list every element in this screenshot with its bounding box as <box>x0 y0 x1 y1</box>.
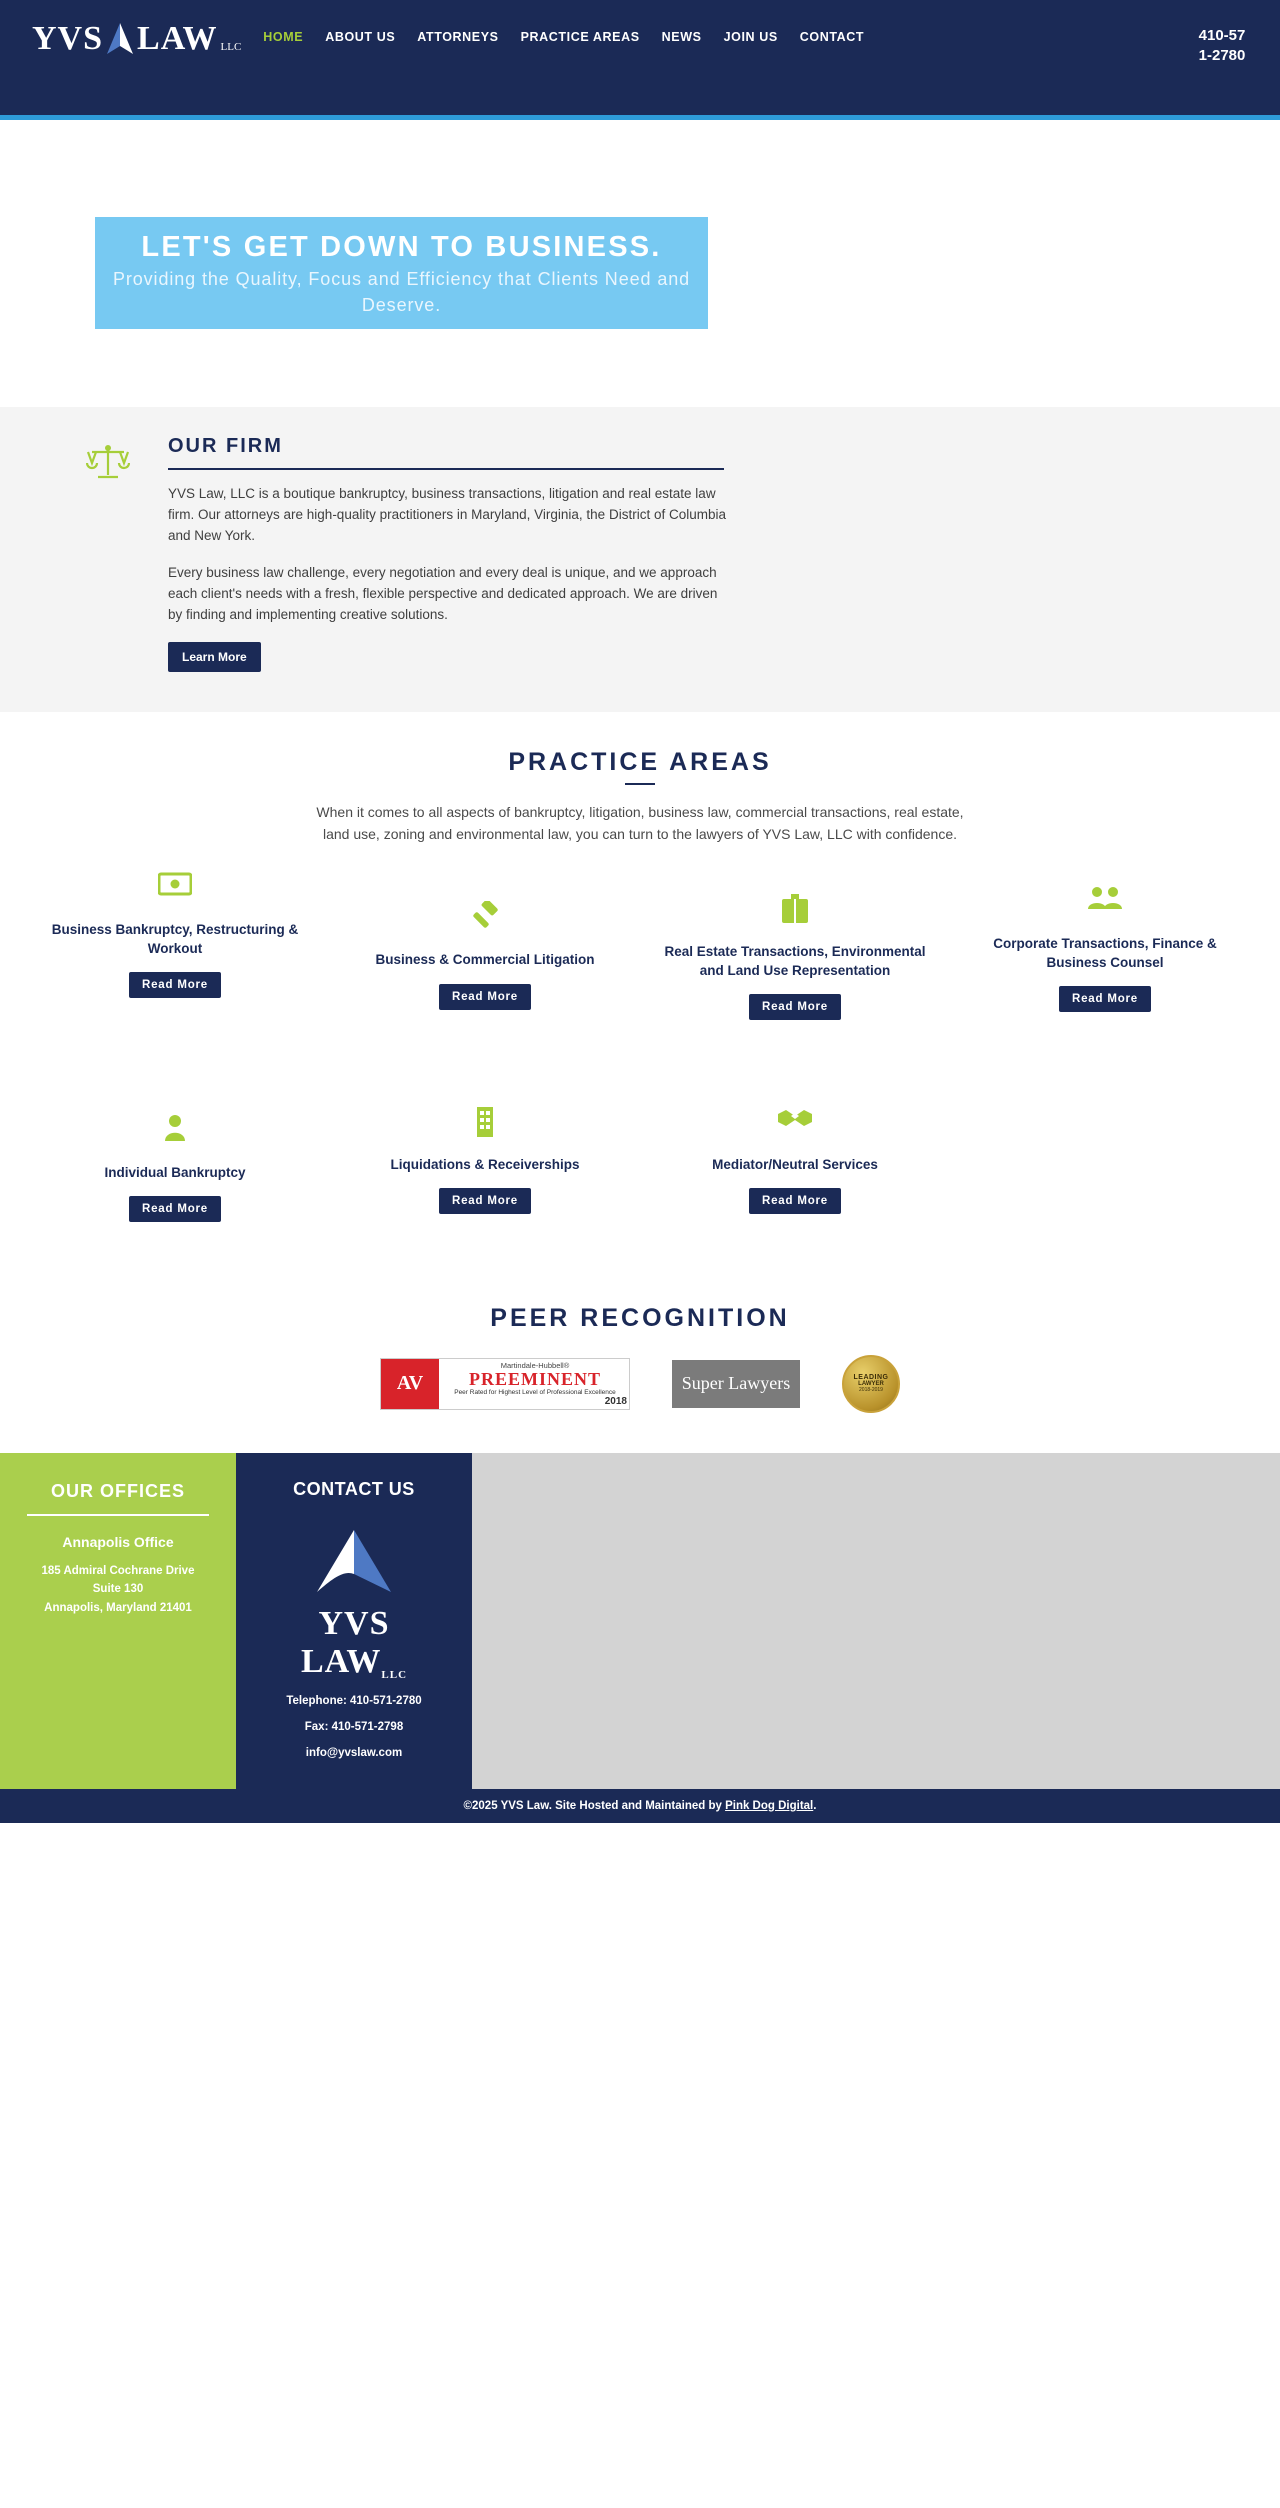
practice-card-title: Individual Bankruptcy <box>104 1164 246 1180</box>
copyright-text: ©2025 YVS Law. Site Hosted and Maintained by <box>463 1799 726 1812</box>
peer-recognition-title: PEER RECOGNITION <box>490 1303 790 1332</box>
header-phone-number[interactable]: 410-571-2780 <box>1198 27 1246 65</box>
leading-lawyer-seal-badge <box>842 1355 900 1413</box>
peer-recognition-section <box>0 1284 1280 1453</box>
hero-subtitle: Providing the Quality, Focus and Efficiency that Clients Need and Deserve. <box>112 269 691 316</box>
seal-line-1: LEADING <box>853 1374 889 1382</box>
logo-text-yvs: YVS <box>32 20 104 57</box>
hero-section <box>0 120 1280 407</box>
read-more-button[interactable]: Read More <box>749 994 841 1020</box>
copyright-bar <box>0 1789 1280 1823</box>
read-more-button[interactable]: Read More <box>1059 986 1151 1012</box>
practice-card-title: Real Estate Transactions, Environmental and Land Use Representation <box>664 944 926 978</box>
practice-card-title: Business & Commercial Litigation <box>375 952 595 968</box>
practice-card-title: Mediator/Neutral Services <box>712 1156 878 1172</box>
firm-paragraph-2: Every business law challenge, every negotiation and every deal is unique, and we approach each client's needs with a fresh, flexible perspective and dedicated approach. We are driven by finding and implementing creative solutions. <box>168 564 718 622</box>
read-more-button[interactable]: Read More <box>129 972 221 998</box>
people-group-icon <box>968 885 1242 925</box>
practice-card-real-estate[interactable] <box>640 893 950 1069</box>
seal-line-2: LAWYER <box>858 1381 884 1388</box>
office-address-line-2: Suite 130 <box>92 1583 144 1596</box>
practice-card-business-litigation[interactable] <box>330 901 640 1069</box>
nav-item-news[interactable]: NEWS <box>661 30 702 44</box>
footer-logo-triangle-icon <box>299 1526 409 1600</box>
hero-title: LET'S GET DOWN TO BUSINESS. <box>141 231 662 263</box>
contact-us-title: CONTACT US <box>293 1478 415 1499</box>
av-preeminent-badge <box>380 1358 630 1410</box>
footer-logo-wordmark: YVS LAW <box>300 1604 390 1680</box>
practice-card-business-bankruptcy[interactable] <box>20 871 330 1069</box>
office-name: Annapolis Office <box>62 1533 174 1550</box>
contact-telephone[interactable]: Telephone: 410-571-2780 <box>286 1694 422 1707</box>
practice-card-title: Liquidations & Receiverships <box>390 1156 580 1172</box>
seal-line-3: 2018-2019 <box>859 1387 883 1394</box>
martindale-hubbell-label: Martindale-Hubbell® <box>500 1360 570 1370</box>
read-more-button[interactable]: Read More <box>439 1188 531 1214</box>
contact-fax: Fax: 410-571-2798 <box>304 1720 404 1733</box>
nav-item-home[interactable]: HOME <box>263 30 304 44</box>
av-subtext: Peer Rated for Highest Level of Professional Excellence <box>454 1388 616 1396</box>
read-more-button[interactable]: Read More <box>129 1196 221 1222</box>
handshake-icon <box>658 1106 932 1146</box>
footer-logo-text <box>279 1605 429 1681</box>
scales-of-justice-icon <box>48 435 168 672</box>
our-offices-block <box>0 1453 236 1789</box>
logo-suffix: LLC <box>220 41 242 53</box>
nav-item-about-us[interactable]: ABOUT US <box>325 30 396 44</box>
firm-paragraph-1: YVS Law, LLC is a boutique bankruptcy, business transactions, litigation and real estate law firm. Our attorneys are high-quality practitioners in Maryland, Virginia, the District of Columbia and New York. <box>168 486 726 543</box>
practice-card-empty-slot <box>950 1106 1260 1272</box>
office-address-line-1: 185 Admiral Cochrane Drive <box>41 1564 195 1577</box>
practice-title-divider <box>625 783 655 785</box>
our-firm-title: OUR FIRM <box>168 435 283 457</box>
footer-logo[interactable] <box>279 1526 429 1681</box>
practice-card-individual-bankruptcy[interactable] <box>20 1114 330 1272</box>
practice-card-title: Business Bankruptcy, Restructuring & Workout <box>51 922 299 956</box>
money-bill-icon <box>38 871 312 911</box>
read-more-button[interactable]: Read More <box>439 984 531 1010</box>
site-logo[interactable] <box>32 22 241 56</box>
av-year: 2018 <box>604 1395 627 1407</box>
av-mark: AV <box>381 1359 439 1409</box>
practice-areas-section <box>0 712 1280 1284</box>
nav-item-contact[interactable]: CONTACT <box>799 30 865 44</box>
practice-areas-grid-row-1 <box>0 845 1280 1069</box>
our-offices-divider <box>27 1514 209 1516</box>
site-header <box>0 0 1280 120</box>
preeminent-label: PREEMINENT <box>468 1368 601 1389</box>
office-address-line-3: Annapolis, Maryland 21401 <box>44 1601 192 1614</box>
learn-more-button[interactable]: Learn More <box>168 642 261 672</box>
logo-triangle-icon <box>105 22 135 56</box>
practice-areas-title: PRACTICE AREAS <box>508 747 772 776</box>
contact-email[interactable]: info@yvslaw.com <box>305 1746 403 1759</box>
building-icon <box>348 1106 622 1146</box>
nav-item-attorneys[interactable]: ATTORNEYS <box>417 30 499 44</box>
peer-recognition-badges <box>0 1355 1280 1413</box>
super-lawyers-badge: Super Lawyers <box>672 1360 800 1408</box>
gavel-icon <box>348 901 622 941</box>
briefcase-icon <box>658 893 932 933</box>
our-offices-title: OUR OFFICES <box>50 1480 185 1501</box>
our-firm-section <box>0 407 1280 712</box>
footer-map-placeholder <box>472 1453 1280 1789</box>
main-navigation <box>263 30 864 44</box>
logo-text-law: LAW <box>137 20 218 57</box>
contact-us-block <box>236 1453 472 1789</box>
practice-areas-grid-row-2 <box>0 1070 1280 1272</box>
practice-card-corporate-transactions[interactable] <box>950 885 1260 1069</box>
practice-card-mediator-services[interactable] <box>640 1106 950 1272</box>
pink-dog-digital-link[interactable]: Pink Dog Digital <box>725 1799 814 1812</box>
practice-areas-intro: When it comes to all aspects of bankruptcy, litigation, business law, commercial transactions, real estate, land use, zoning and environmental law, you can turn to the lawyers of YVS Law, LLC with confidence. <box>316 803 964 842</box>
read-more-button[interactable]: Read More <box>749 1188 841 1214</box>
firm-title-divider <box>168 468 724 470</box>
hero-text-band <box>95 217 708 329</box>
practice-card-liquidations[interactable] <box>330 1106 640 1272</box>
copyright-suffix: . <box>813 1799 817 1812</box>
person-icon <box>38 1114 312 1154</box>
site-footer <box>0 1453 1280 1789</box>
footer-logo-suffix: LLC <box>381 1668 408 1681</box>
nav-item-practice-areas[interactable]: PRACTICE AREAS <box>520 30 640 44</box>
nav-item-join-us[interactable]: JOIN US <box>723 30 778 44</box>
practice-card-title: Corporate Transactions, Finance & Business Counsel <box>993 936 1217 970</box>
